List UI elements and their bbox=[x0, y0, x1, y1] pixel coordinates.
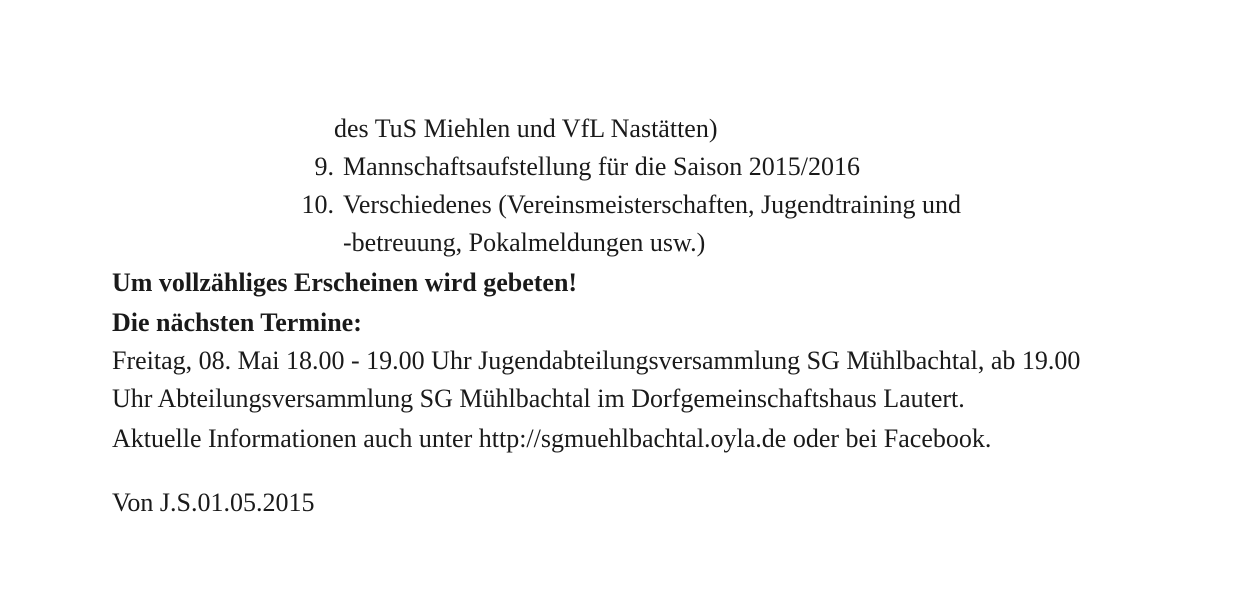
agenda-item-text-line-2: -betreuung, Pokalmeldungen usw.) bbox=[343, 228, 706, 257]
agenda-continuation-line: des TuS Miehlen und VfL Nastätten) bbox=[334, 114, 718, 143]
next-dates-paragraph: Freitag, 08. Mai 18.00 - 19.00 Uhr Jugendabteilungsversammlung SG Mühlbachtal, ab 19.00 Uhr Abteilungsversammlung SG Mühlbachtal im Dorfgemeinschaftshaus Lautert. bbox=[112, 346, 1081, 413]
information-paragraph: Aktuelle Informationen auch unter http://sgmuehlbachtal.oyla.de oder bei Facebook. bbox=[112, 424, 992, 453]
agenda-item-number: 10. bbox=[301, 190, 334, 219]
agenda-item-text-line-1: Verschiedenes (Vereinsmeisterschaften, Jugendtraining und bbox=[343, 190, 962, 219]
agenda-item-10 bbox=[112, 186, 1122, 262]
agenda-item-number: 9. bbox=[314, 152, 334, 181]
agenda-item-text: Mannschaftsaufstellung für die Saison 2015/2016 bbox=[343, 152, 861, 181]
agenda-item-text bbox=[343, 186, 1122, 262]
next-dates-heading: Die nächsten Termine: bbox=[112, 308, 362, 337]
attendance-request-heading: Um vollzähliges Erscheinen wird gebeten! bbox=[112, 268, 578, 297]
agenda-item-9 bbox=[112, 148, 1122, 186]
signature-line: Von J.S.01.05.2015 bbox=[112, 488, 315, 517]
document-body bbox=[112, 110, 1122, 522]
agenda-list bbox=[112, 110, 1122, 262]
